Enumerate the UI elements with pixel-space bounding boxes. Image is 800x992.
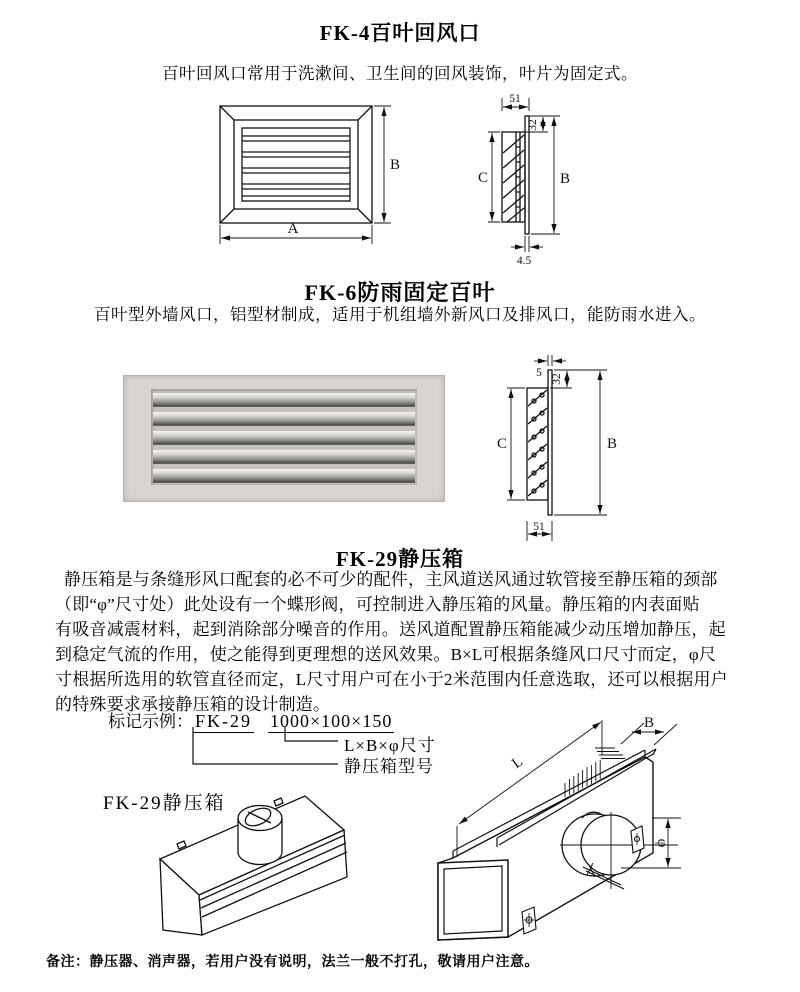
mark-callout-lines: [180, 727, 350, 769]
callout-model-label: 静压箱型号: [344, 757, 434, 776]
mark-example-size: 1000×100×150: [270, 711, 393, 731]
fk6-title: FK-6防雨固定百叶: [304, 280, 496, 305]
louver-slat: [153, 431, 415, 445]
fk4-title: FK-4百叶回风口: [319, 21, 481, 45]
paragraph-line: 的特殊要求承接静压箱的设计制造。: [55, 695, 331, 714]
fk4-description: 百叶回风口常用于洗漱间、卫生间的回风装饰，叶片为固定式。: [162, 64, 638, 83]
fk6-side-view-drawing: [495, 350, 635, 555]
mark-example-label: 标记示例：: [108, 712, 193, 731]
fk4-dim-45-label: 4.5: [516, 255, 532, 267]
louver-slat: [153, 412, 415, 426]
fk4-dim-a-label: A: [287, 221, 299, 237]
fk6-photo-louver-panel: [151, 389, 417, 485]
paragraph-line: （即“φ”尺寸处）此处设有一个蝶形阀，可控制进入静压箱的风量。静压箱的内表面贴: [55, 595, 700, 614]
fk4-dim-51-label: 51: [509, 93, 521, 105]
fk4-dim-32-label: 32: [527, 119, 539, 131]
callout-size-label: L×B×φ尺寸: [344, 736, 436, 755]
fk6-dim-c-label: C: [496, 436, 508, 452]
fk4-dim-c-label: C: [477, 170, 489, 186]
louver-slat: [153, 393, 415, 407]
mark-example-model: FK-29: [195, 711, 253, 731]
fk6-dim-5-label: 5: [536, 367, 542, 379]
fk6-dim-32-label: 32: [551, 373, 563, 385]
fk6-description: 百叶型外墙风口，铝型材制成，适用于机组墙外新风口及排风口，能防雨水进入。: [94, 305, 706, 324]
iso-dim-phi-label: φ: [654, 838, 670, 848]
fk6-louver-photo: [123, 375, 445, 502]
fk4-front-view-drawing: [210, 95, 410, 255]
paragraph-line: 到稳定气流的作用，使之能得到更理想的送风效果。B×L可根据条缝风口尺寸而定，φ尺: [55, 645, 717, 664]
fk4-dim-b2-label: B: [560, 171, 571, 187]
louver-slat: [153, 469, 415, 483]
paragraph-line: 静压箱是与条缝形风口配套的必不可少的配件，主风道送风通过软管接至静压箱的颈部: [64, 570, 718, 589]
iso-dim-l-label: L: [509, 753, 527, 772]
iso-dim-b-label: B: [643, 715, 655, 731]
fk29-box-isometric-drawing: [140, 780, 380, 960]
footnote: 备注：静压器、消声器，若用户没有说明，法兰一般不打孔，敬请用户注意。: [46, 955, 539, 970]
louver-slat: [153, 450, 415, 464]
fk4-dim-b-label: B: [390, 157, 401, 173]
paragraph-line: 有吸音减震材料，起到消除部分噪音的作用。送风道配置静压箱能减少动压增加静压，起: [55, 620, 726, 639]
paragraph-line: 寸根据所选用的软管直径而定，L尺寸用户可在小于2米范围内任意选取，还可以根据用户: [55, 670, 728, 689]
fk29-title: FK-29静压箱: [335, 547, 465, 571]
fk6-dim-b-label: B: [607, 436, 618, 452]
fk6-dim-51-label: 51: [533, 521, 545, 533]
fk29-drawing-label: FK-29静压箱: [103, 793, 226, 814]
fk4-side-view-drawing: [470, 90, 600, 275]
fk29-duct-isometric-drawing: [425, 685, 795, 955]
